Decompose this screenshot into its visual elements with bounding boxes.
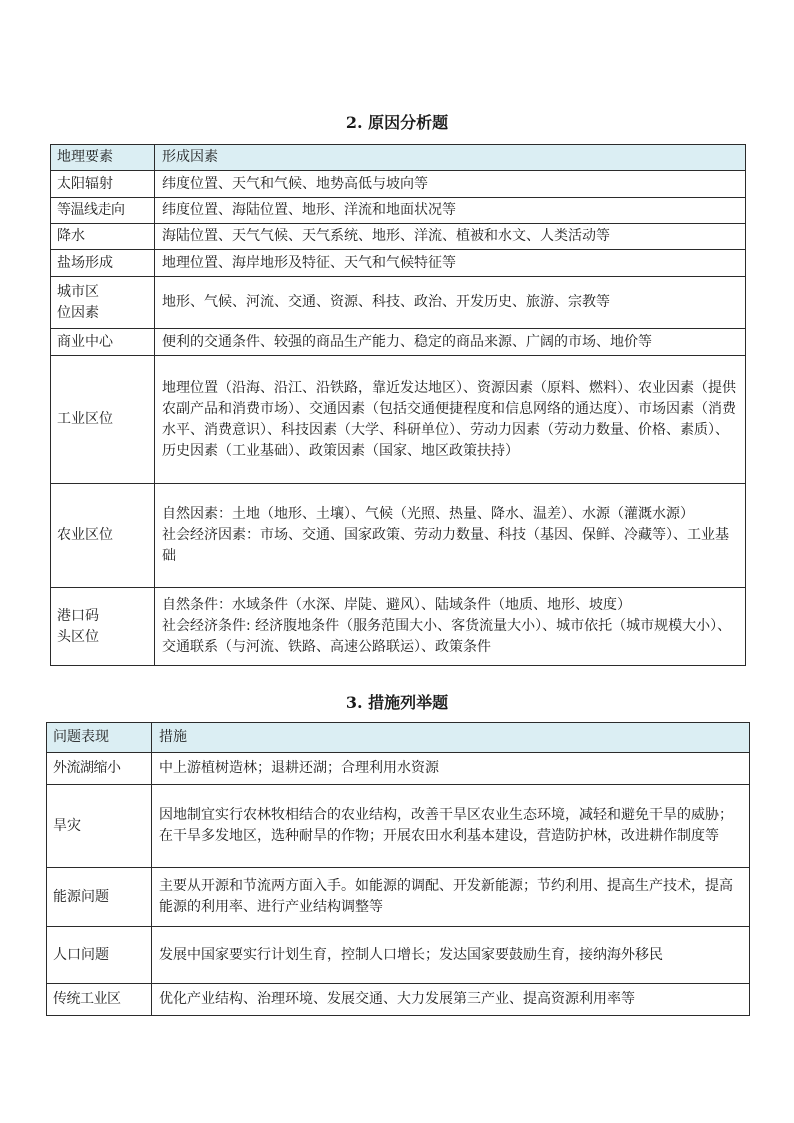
row-content: 纬度位置、天气和气候、地势高低与坡向等 — [155, 171, 746, 198]
section-title-cause-analysis: 2. 原因分析题 — [345, 113, 449, 132]
table-header-row — [51, 145, 746, 171]
row-label: 城市区 位因素 — [51, 277, 155, 329]
table-row — [51, 277, 746, 329]
row-content: 地形、气候、河流、交通、资源、科技、政治、开发历史、旅游、宗教等 — [155, 277, 746, 329]
row-content: 自然因素：土地（地形、土壤）、气候（光照、热量、降水、温差）、水源（灌溉水源） 社会经济因素：市场、交通、国家政策、劳动力数量、科技（基因、保鲜、冷藏等）、工业基础 — [155, 484, 746, 588]
row-content: 便利的交通条件、较强的商品生产能力、稳定的商品来源、广阔的市场、地价等 — [155, 329, 746, 356]
row-label: 商业中心 — [51, 329, 155, 356]
table-row — [51, 171, 746, 198]
row-content: 主要从开源和节流两方面入手。如能源的调配、开发新能源；节约利用、提高生产技术，提高能源的利用率、进行产业结构调整等 — [152, 868, 750, 927]
table-row — [51, 224, 746, 250]
table-header-row — [47, 723, 750, 753]
row-label: 盐场形成 — [51, 250, 155, 277]
row-label: 降水 — [51, 224, 155, 250]
row-content: 优化产业结构、治理环境、发展交通、大力发展第三产业、提高资源利用率等 — [152, 984, 750, 1016]
table-row — [51, 198, 746, 224]
table-row — [51, 250, 746, 277]
row-content: 发展中国家要实行计划生育，控制人口增长；发达国家要鼓励生育，接纳海外移民 — [152, 927, 750, 984]
header-geo-element: 地理要素 — [51, 145, 155, 171]
row-label: 农业区位 — [51, 484, 155, 588]
row-label: 工业区位 — [51, 356, 155, 484]
table-row — [47, 868, 750, 927]
table-row — [51, 484, 746, 588]
header-factors: 形成因素 — [155, 145, 746, 171]
table-row — [51, 329, 746, 356]
row-label: 等温线走向 — [51, 198, 155, 224]
row-label: 太阳辐射 — [51, 171, 155, 198]
row-content: 因地制宜实行农林牧相结合的农业结构，改善干旱区农业生态环境，减轻和避免干旱的威胁；在干旱多发地区，选种耐旱的作物；开展农田水利基本建设，营造防护林，改进耕作制度等 — [152, 785, 750, 868]
table-row — [51, 356, 746, 484]
row-content: 中上游植树造林；退耕还湖；合理利用水资源 — [152, 753, 750, 785]
header-measures: 措施 — [152, 723, 750, 753]
row-label: 人口问题 — [47, 927, 152, 984]
cause-analysis-table — [50, 144, 746, 666]
row-content: 地理位置（沿海、沿江、沿铁路，靠近发达地区）、资源因素（原料、燃料）、农业因素（提供农副产品和消费市场）、交通因素（包括交通便捷程度和信息网络的通达度）、市场因素（消费水平、消费意识）、科技因素（大学、科研单位）、劳动力因素（劳动力数量、价格、素质）、历史因素（工业基础）、政策因素（国家、地区政策扶持） — [155, 356, 746, 484]
table-row — [47, 927, 750, 984]
measures-table — [46, 722, 750, 1016]
table-row — [47, 785, 750, 868]
row-label: 外流湖缩小 — [47, 753, 152, 785]
header-problem: 问题表现 — [47, 723, 152, 753]
table-row — [51, 588, 746, 666]
row-label: 能源问题 — [47, 868, 152, 927]
row-label: 传统工业区 — [47, 984, 152, 1016]
table-row — [47, 984, 750, 1016]
row-content: 海陆位置、天气气候、天气系统、地形、洋流、植被和水文、人类活动等 — [155, 224, 746, 250]
section-title-measures: 3. 措施列举题 — [345, 693, 449, 712]
table-row — [47, 753, 750, 785]
row-label: 旱灾 — [47, 785, 152, 868]
row-content: 纬度位置、海陆位置、地形、洋流和地面状况等 — [155, 198, 746, 224]
row-label: 港口码 头区位 — [51, 588, 155, 666]
row-content: 自然条件：水域条件（水深、岸陡、避风）、陆域条件（地质、地形、坡度） 社会经济条件: 经济腹地条件（服务范围大小、客货流量大小）、城市依托（城市规模大小）、交通联系（与河流、铁路、高速公路联运）、政策条件 — [155, 588, 746, 666]
row-content: 地理位置、海岸地形及特征、天气和气候特征等 — [155, 250, 746, 277]
